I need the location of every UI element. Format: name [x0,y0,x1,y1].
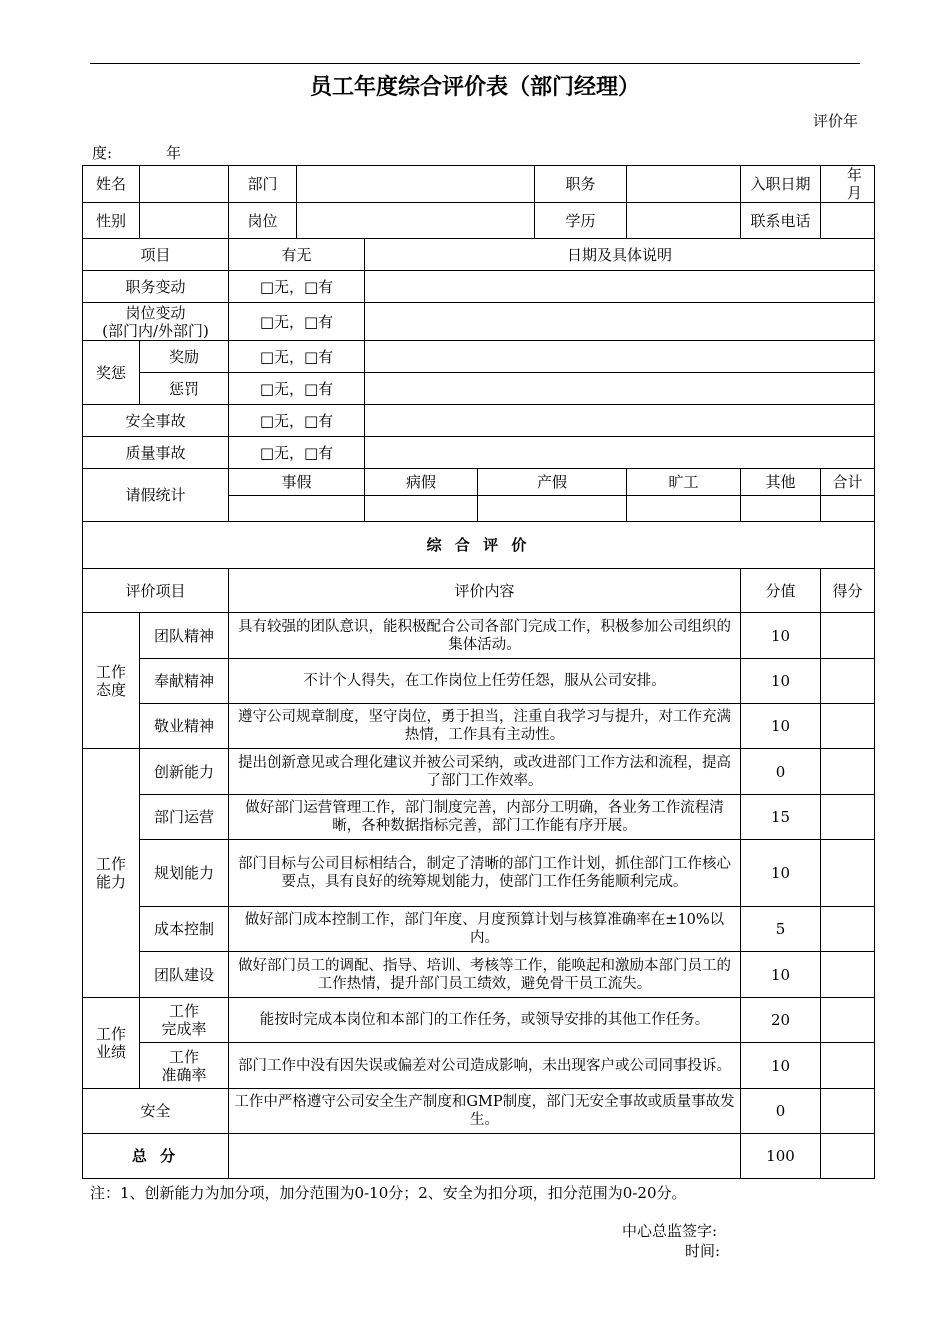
job-change-row [83,271,875,303]
eval-item-content: 部门目标与公司目标相结合，制定了清晰的部门工作计划，抓住部门工作核心要点，具有良好的统筹规划能力，使部门工作任务能顺利完成。 [229,840,741,907]
eval-item-content: 具有较强的团队意识，能积极配合公司各部门完成工作，积极参加公司组织的集体活动。 [229,613,741,659]
leave-other-field[interactable] [741,496,821,522]
post-change-row [83,303,875,341]
education-label: 学历 [535,203,627,239]
eval-item-content: 部门工作中没有因失误或偏差对公司造成影响，未出现客户或公司同事投诉。 [229,1043,741,1089]
eval-item-score: 0 [741,749,821,795]
eval-item-content: 工作中严格遵守公司安全生产制度和GMP制度，部门无安全事故或质量事故发生。 [229,1089,741,1134]
leave-col-other: 其他 [741,469,821,496]
total-score: 100 [741,1134,821,1179]
gender-field[interactable] [140,203,229,239]
eval-row [83,704,875,749]
eval-item-name: 敬业精神 [140,704,229,749]
eval-item-name: 成本控制 [140,907,229,952]
eval-row [83,613,875,659]
position-field[interactable] [627,166,741,203]
punish-checkbox[interactable]: □无，□有 [229,373,365,405]
leave-maternity-field[interactable] [478,496,627,522]
leave-header-row [83,469,875,496]
join-date-label: 入职日期 [741,166,821,203]
eval-row [83,907,875,952]
eval-item-got-field[interactable] [821,795,875,840]
safety-row [83,405,875,437]
eval-item-name: 创新能力 [140,749,229,795]
eval-item-score: 10 [741,1043,821,1089]
leave-absent-field[interactable] [627,496,741,522]
eval-item-name: 奉献精神 [140,659,229,704]
eval-item-got-field[interactable] [821,952,875,998]
eval-row [83,749,875,795]
reward-row [83,341,875,373]
footnote: 注：1、创新能力为加分项，加分范围为0-10分；2、安全为扣分项，扣分范围为0-20分。 [90,1184,687,1202]
leave-sick-field[interactable] [365,496,478,522]
eval-row [83,840,875,907]
eval-item-score: 10 [741,704,821,749]
punish-desc[interactable] [365,373,875,405]
total-row [83,1134,875,1179]
post-label: 岗位 [229,203,297,239]
eval-item-score: 10 [741,952,821,998]
eval-item-content: 做好部门成本控制工作，部门年度、月度预算计划与核算准确率在±10%以内。 [229,907,741,952]
signature-time-label: 时间: [685,1242,721,1260]
eval-item-name: 团队精神 [140,613,229,659]
total-label: 总 分 [83,1134,229,1179]
eval-item-name: 团队建设 [140,952,229,998]
eval-row [83,1089,875,1134]
post-change-label [83,303,229,341]
leave-label: 请假统计 [83,469,229,522]
gender-label: 性别 [83,203,140,239]
eval-row [83,998,875,1043]
eval-item-score: 20 [741,998,821,1043]
punish-row [83,373,875,405]
leave-col-personal: 事假 [229,469,365,496]
name-label: 姓名 [83,166,140,203]
join-date-field[interactable]: 年 月 [821,166,875,203]
eval-col-content: 评价内容 [229,569,741,613]
eval-item-name [140,998,229,1043]
eval-item-name-2: 准确率 [161,1065,207,1084]
category-performance: 工作业绩 [83,998,140,1089]
eval-item-got-field[interactable] [821,613,875,659]
year-unit-label: 年 [166,144,182,162]
evaluation-heading-row [83,522,875,569]
quality-row [83,437,875,469]
safety-desc[interactable] [365,405,875,437]
phone-field[interactable] [821,203,875,239]
reward-punish-label: 奖惩 [83,341,140,405]
dept-label: 部门 [229,166,297,203]
post-field[interactable] [297,203,535,239]
eval-row [83,1043,875,1089]
eval-col-got: 得分 [821,569,875,613]
eval-item-got-field[interactable] [821,840,875,907]
quality-checkbox[interactable]: □无，□有 [229,437,365,469]
evaluation-year-line [92,142,181,163]
year-suffix-label: 度: [92,144,113,162]
eval-item-name: 安全 [83,1089,229,1134]
eval-item-name-2: 完成率 [161,1020,207,1038]
education-field[interactable] [627,203,741,239]
col-desc-header: 日期及具体说明 [365,239,875,271]
eval-item-got-field[interactable] [821,907,875,952]
eval-item-got-field[interactable] [821,659,875,704]
phone-label: 联系电话 [741,203,821,239]
eval-row [83,795,875,840]
post-change-desc[interactable] [365,303,875,341]
eval-item-got-field[interactable] [821,1043,875,1089]
category-attitude: 工作态度 [83,613,140,749]
eval-item-score: 10 [741,840,821,907]
eval-item-name-1: 工作 [168,1002,199,1020]
job-change-desc[interactable] [365,271,875,303]
name-field[interactable] [140,166,229,203]
director-signature-label: 中心总监签字: [622,1222,718,1240]
eval-item-got-field[interactable] [821,704,875,749]
leave-col-absent: 旷工 [627,469,741,496]
safety-checkbox[interactable]: □无，□有 [229,405,365,437]
eval-item-content: 能按时完成本岗位和本部门的工作任务，或领导安排的其他工作任务。 [229,998,741,1043]
eval-item-content: 做好部门运营管理工作，部门制度完善，内部分工明确，各业务工作流程清晰，各种数据指标完善，部门工作能有序开展。 [229,795,741,840]
category-ability: 工作能力 [83,749,140,998]
evaluation-year-label: 评价年 [812,112,858,130]
eval-item-score: 15 [741,795,821,840]
leave-col-maternity: 产假 [478,469,627,496]
eval-row [83,659,875,704]
info-row-2 [83,203,875,239]
safety-incident-label: 安全事故 [83,405,229,437]
eval-col-score: 分值 [741,569,821,613]
quality-desc[interactable] [365,437,875,469]
punish-label: 惩罚 [140,373,229,405]
eval-item-name: 规划能力 [140,840,229,907]
eval-item-name: 部门运营 [140,795,229,840]
eval-item-name-1: 工作 [168,1047,199,1066]
top-rule [90,63,860,64]
eval-item-name [140,1043,229,1089]
total-blank [229,1134,741,1179]
evaluation-heading: 综 合 评 价 [83,522,875,569]
reward-label: 奖励 [140,341,229,373]
eval-item-content: 不计个人得失，在工作岗位上任劳任怨，服从公司安排。 [229,659,741,704]
eval-item-score: 0 [741,1089,821,1134]
total-got-field[interactable] [821,1134,875,1179]
post-change-checkbox[interactable]: □无，□有 [229,303,365,341]
eval-item-score: 5 [741,907,821,952]
eval-item-got-field[interactable] [821,749,875,795]
leave-col-sick: 病假 [365,469,478,496]
position-label: 职务 [535,166,627,203]
reward-checkbox[interactable]: □无，□有 [229,341,365,373]
post-change-label-1: 岗位变动 [125,303,186,322]
evaluation-header-row [83,569,875,613]
eval-col-item: 评价项目 [83,569,229,613]
eval-item-score: 10 [741,613,821,659]
page-title: 员工年度综合评价表（部门经理） [309,75,640,100]
info-row-1 [83,166,875,203]
col-item-header: 项目 [83,239,229,271]
col-yesno-header: 有无 [229,239,365,271]
eval-item-content: 做好部门员工的调配、指导、培训、考核等工作，能唤起和激励本部门员工的工作热情，提升部门员工绩效，避免骨干员工流失。 [229,952,741,998]
job-change-label: 职务变动 [83,271,229,303]
eval-item-got-field[interactable] [821,1089,875,1134]
quality-incident-label: 质量事故 [83,437,229,469]
leave-personal-field[interactable] [229,496,365,522]
eval-row [83,952,875,998]
job-change-checkbox[interactable]: □无，□有 [229,271,365,303]
leave-col-total: 合计 [821,469,875,496]
evaluation-form-table [82,165,893,1179]
eval-item-content: 提出创新意见或合理化建议并被公司采纳，或改进部门工作方法和流程，提高了部门工作效率。 [229,749,741,795]
post-change-label-2: (部门内/外部门) [102,321,209,340]
reward-desc[interactable] [365,341,875,373]
eval-item-score: 10 [741,659,821,704]
eval-item-content: 遵守公司规章制度，坚守岗位，勇于担当，注重自我学习与提升，对工作充满热情，工作具有主动性。 [229,704,741,749]
dept-field[interactable] [297,166,535,203]
leave-total-field[interactable] [821,496,875,522]
eval-item-got-field[interactable] [821,998,875,1043]
changes-header-row [83,239,875,271]
